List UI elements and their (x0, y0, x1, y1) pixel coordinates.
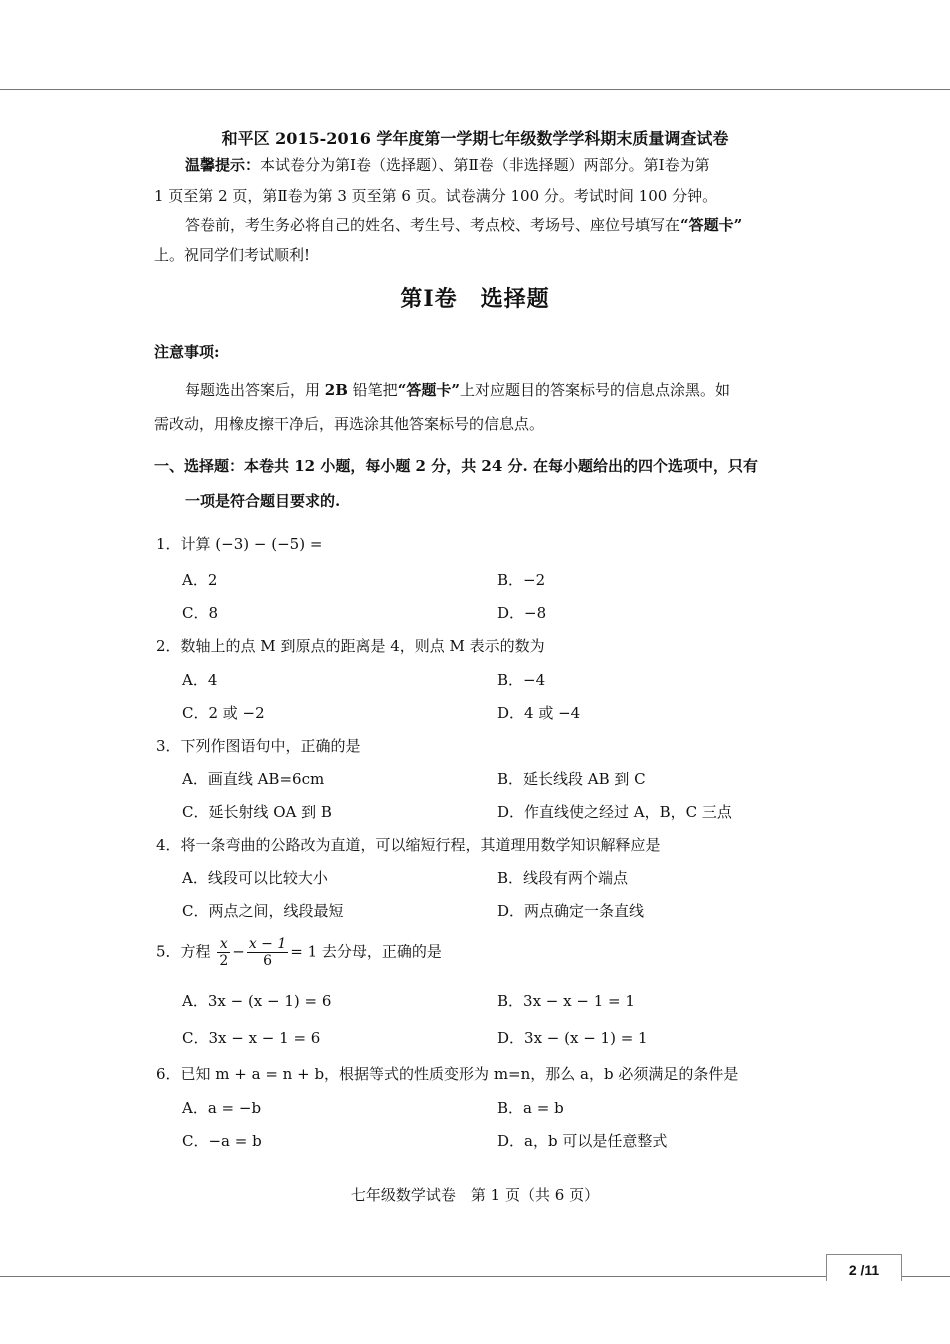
attention-label: 注意事项: (154, 343, 220, 361)
question-2-option-d: D．4 或 −4 (497, 704, 581, 722)
question-4-option-c: C．两点之间，线段最短 (182, 902, 344, 920)
page-footer: 七年级数学试卷 第 1 页（共 6 页） (350, 1186, 600, 1204)
notice-label: 温馨提示： (185, 156, 261, 174)
bottom-rule (0, 1276, 950, 1277)
question-4-option-a: A．线段可以比较大小 (182, 869, 328, 887)
question-4-stem: 4．将一条弯曲的公路改为直道，可以缩短行程，其道理用数学知识解释应是 (156, 836, 661, 854)
question-5-option-a: A．3x − (x − 1) = 6 (182, 992, 332, 1010)
question-4-option-d: D．两点确定一条直线 (497, 902, 645, 920)
fraction-1-numerator: x (217, 936, 230, 953)
question-5-stem (156, 936, 442, 969)
notice-line-3 (185, 216, 742, 234)
question-6-option-d: D．a，b 可以是任意整式 (497, 1132, 668, 1150)
question-6-option-b: B．a = b (497, 1099, 564, 1117)
part1-line-1: 一、选择题：本卷共 12 小题，每小题 2 分，共 24 分. 在每小题给出的四个选项中，只有 (154, 457, 758, 475)
question-1-option-c: C．8 (182, 604, 219, 622)
fraction-2-numerator: x − 1 (248, 936, 287, 952)
page-indicator: 2 /11 (826, 1254, 902, 1281)
top-rule (0, 89, 950, 90)
question-4-option-b: B．线段有两个端点 (497, 869, 629, 887)
question-5-option-c: C．3x − x − 1 = 6 (182, 1029, 321, 1047)
question-5-stem-pre: 5．方程 (156, 942, 211, 961)
notice-text-1: 本试卷分为第Ⅰ卷（选择题）、第Ⅱ卷（非选择题）两部分。第Ⅰ卷为第 (260, 156, 710, 174)
notice-line-2: 1 页至第 2 页，第Ⅱ卷为第 3 页至第 6 页。试卷满分 100 分。考试时间 100 分钟。 (154, 187, 718, 205)
question-6-option-c: C．−a = b (182, 1132, 262, 1150)
question-1-option-d: D．−8 (497, 604, 547, 622)
question-2-option-b: B．−4 (497, 671, 546, 689)
attention-text-b: 2B (324, 381, 348, 399)
notice-line-1 (185, 156, 710, 174)
attention-line-2: 需改动，用橡皮擦干净后，再选涂其他答案标号的信息点。 (154, 415, 545, 433)
question-2-option-c: C．2 或 −2 (182, 704, 265, 722)
question-1-stem: 1．计算 (−3) − (−5) = (156, 535, 323, 553)
attention-text-c: 铅笔把 (347, 381, 398, 399)
question-3-option-a: A．画直线 AB=6cm (182, 770, 325, 788)
part1-line-2: 一项是符合题目要求的. (185, 492, 341, 510)
question-5-option-d: D．3x − (x − 1) = 1 (497, 1029, 648, 1047)
question-3-option-b: B．延长线段 AB 到 C (497, 770, 646, 788)
question-1-option-a: A．2 (182, 571, 218, 589)
question-1-option-b: B．−2 (497, 571, 546, 589)
question-2-option-a: A．4 (182, 671, 218, 689)
attention-text-a: 每题选出答案后，用 (185, 381, 325, 399)
question-3-option-d: D．作直线使之经过 A，B，C 三点 (497, 803, 732, 821)
minus-sign: − (232, 942, 245, 961)
question-5-stem-post: = 1 去分母，正确的是 (290, 942, 442, 961)
question-3-stem: 3．下列作图语句中，正确的是 (156, 737, 361, 755)
fraction-x-minus-1-over-6 (247, 936, 288, 969)
attention-text-e: 上对应题目的答案标号的信息点涂黑。如 (459, 381, 730, 399)
question-6-stem: 6．已知 m + a = n + b，根据等式的性质变形为 m=n，那么 a，b 必须满足的条件是 (156, 1065, 739, 1083)
notice-line-4: 上。祝同学们考试顺利! (154, 246, 311, 264)
fraction-2-denominator: 6 (263, 953, 272, 969)
attention-text-d: “答题卡” (397, 381, 460, 399)
question-5-option-b: B．3x − x − 1 = 1 (497, 992, 635, 1010)
exam-title: 和平区 2015-2016 学年度第一学期七年级数学学科期末质量调查试卷 (221, 129, 729, 148)
answer-card-term: “答题卡” (680, 216, 743, 234)
question-2-stem: 2．数轴上的点 M 到原点的距离是 4，则点 M 表示的数为 (156, 637, 545, 655)
notice-text-3: 答卷前，考生务必将自己的姓名、考生号、考点校、考场号、座位号填写在 (185, 216, 681, 234)
fraction-1-denominator: 2 (219, 953, 229, 969)
question-6-option-a: A．a = −b (182, 1099, 262, 1117)
section-title: 第Ⅰ卷 选择题 (400, 286, 550, 312)
question-3-option-c: C．延长射线 OA 到 B (182, 803, 332, 821)
attention-line-1 (185, 381, 730, 399)
fraction-x-over-2 (217, 936, 230, 969)
